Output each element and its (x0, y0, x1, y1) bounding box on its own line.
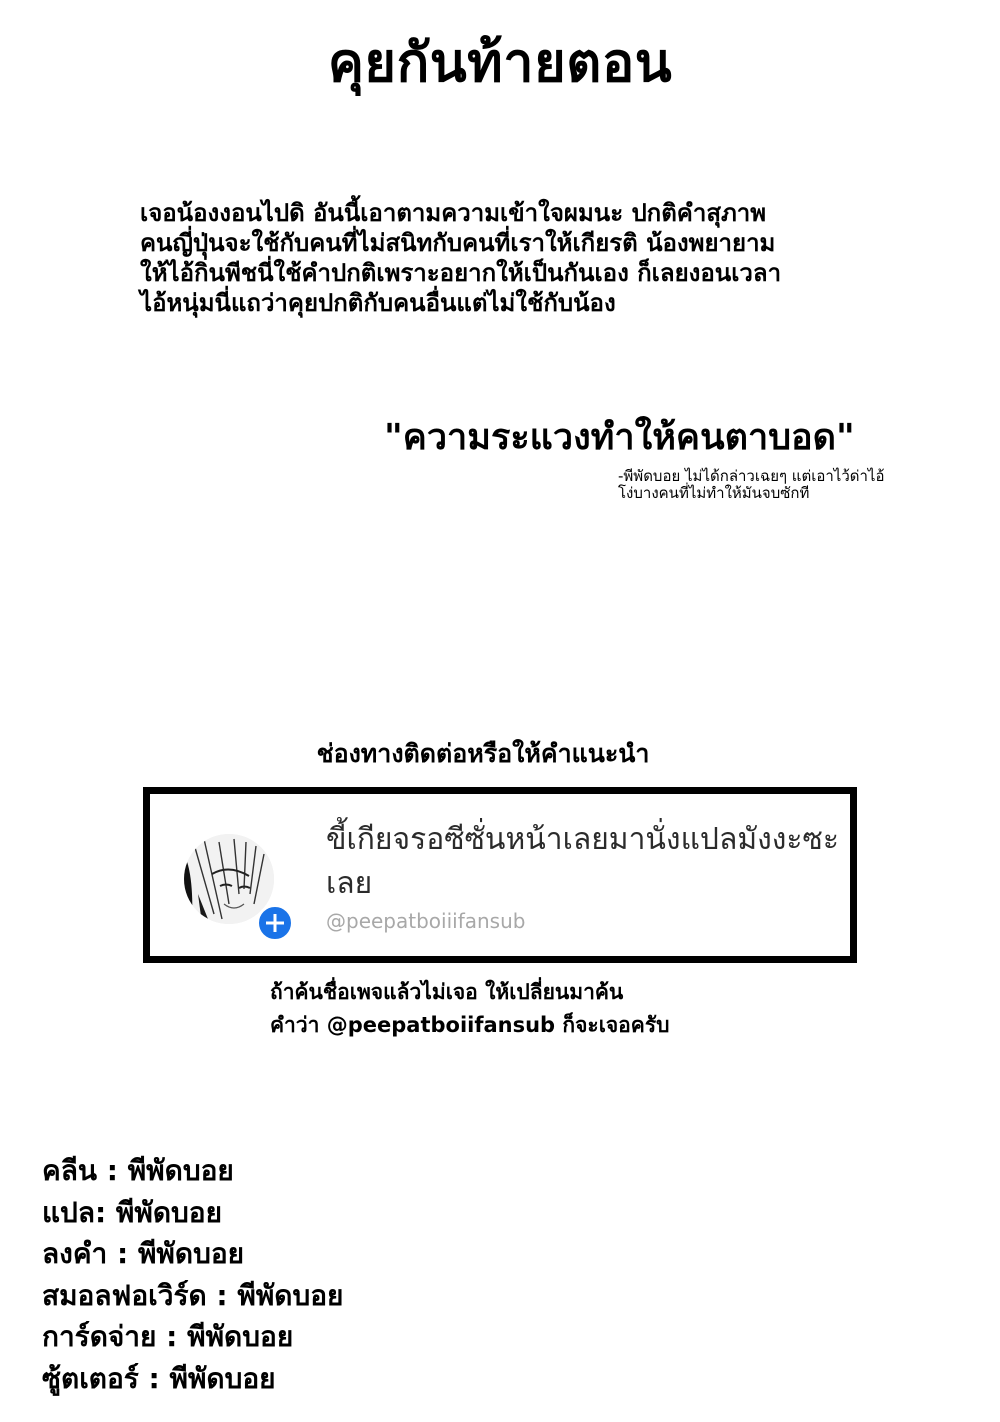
profile-handle[interactable]: @peepatboiiifansub (326, 909, 526, 933)
credit-row: แปล: พีพัดบอย (42, 1195, 223, 1229)
quote-note (618, 468, 978, 502)
search-hint (270, 976, 770, 1042)
quote: "ความระแวงทำให้คนตาบอด" (384, 417, 855, 458)
plus-icon[interactable] (256, 904, 294, 942)
credits-list (42, 1150, 642, 1399)
credit-row: สมอลฟอเวิร์ด : พีพัดบอย (42, 1278, 344, 1312)
profile-card[interactable] (143, 787, 857, 963)
search-hint-line: คำว่า @peepatboiifansub ก็จะเจอครับ (270, 1013, 670, 1037)
profile-name[interactable]: ขี้เกียจรอซีซั่นหน้าเลยมานั่งแปลมังงะซะเลย (326, 822, 839, 901)
quote-note-line: -พีพัดบอย ไม่ได้กล่าวเฉยๆ แต่เอาไว้ด่าไอ้ (618, 467, 885, 485)
credit-row: คลีน : พีพัดบอย (42, 1154, 234, 1187)
quote-note-line: โง่บางคนที่ไม่ทำให้มันจบซักที (618, 484, 810, 502)
contact-heading: ช่องทางติดต่อหรือให้คำแนะนำ (316, 739, 650, 768)
credit-row: การ์ดจ่าย : พีพัดบอย (42, 1320, 294, 1353)
credit-row: ซู้ตเตอร์ : พีพัดบอย (42, 1361, 276, 1395)
intro-line: ให้ไอ้กิ่นพีชนี่ใช้คำปกติเพราะอยากให้เป็นกันเอง ก็เลยงอนเวลา (140, 259, 782, 287)
intro-line: ไอ้หนุ่มนี่แถว่าคุยปกติกับคนอื่นแต่ไม่ใช้กับน้อง (140, 289, 616, 317)
intro-line: เจอน้องงอนไปดิ อันนี้เอาตามความเข้าใจผมนะ ปกติคำสุภาพ (140, 199, 767, 227)
intro-paragraph (140, 198, 900, 318)
page-title: คุยกันท้ายตอน (327, 31, 673, 94)
search-hint-line: ถ้าค้นชื่อเพจแล้วไม่เจอ ให้เปลี่ยนมาค้น (270, 980, 624, 1004)
intro-line: คนญี่ปุ่นจะใช้กับคนที่ไม่สนิทกับคนที่เราให้เกียรติ น้องพยายาม (140, 229, 776, 257)
credit-row: ลงคำ : พีพัดบอย (42, 1237, 245, 1270)
